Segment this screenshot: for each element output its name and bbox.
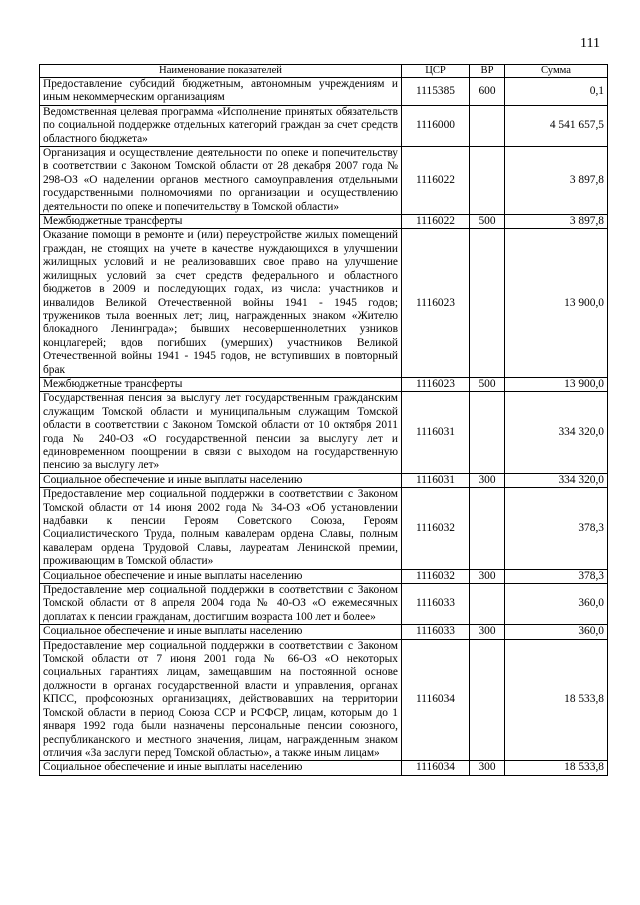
row-vr: [470, 392, 505, 473]
table-row: [40, 569, 608, 583]
row-sum: 360,0: [505, 625, 608, 639]
row-vr: [470, 639, 505, 761]
row-sum: 3 897,8: [505, 147, 608, 215]
row-code: 1116031: [402, 392, 470, 473]
table-row: [40, 639, 608, 761]
row-name: Предоставление мер социальной поддержки в соответствии с Законом Томской области от 14 июня 2002 года № 34-ОЗ «Об установлении надбавки к пенсии Героям Советского Союза, Героям Социалистического Труда, полным кавалерам ордена Славы, полным кавалерам ордена Трудовой Славы, лауреатам Ленинской премии, проживающим в Томской области»: [40, 488, 402, 569]
row-code: 1116034: [402, 761, 470, 775]
row-vr: 600: [470, 78, 505, 106]
table-row: [40, 105, 608, 146]
row-code: 1115385: [402, 78, 470, 106]
row-sum: 3 897,8: [505, 215, 608, 229]
row-name: Предоставление мер социальной поддержки в соответствии с Законом Томской области от 8 апреля 2004 года № 40-ОЗ «О ежемесячных доплатах к пенсии гражданам, достигшим возраста 100 лет и более»: [40, 584, 402, 625]
row-vr: 300: [470, 761, 505, 775]
row-code: 1116034: [402, 639, 470, 761]
row-vr: [470, 105, 505, 146]
row-sum: 13 900,0: [505, 377, 608, 391]
table-row: [40, 78, 608, 106]
row-name: Межбюджетные трансферты: [40, 215, 402, 229]
table-row: [40, 377, 608, 391]
row-code: 1116023: [402, 229, 470, 377]
row-vr: 300: [470, 569, 505, 583]
row-name: Организация и осуществление деятельности по опеке и попечительству в соответствии с Законом Томской области от 28 декабря 2007 года № 298-ОЗ «О наделении органов местного самоуправления отдельными государственными полномочиями по организации и осуществлению деятельности по опеке и попечительству в Томской области»: [40, 147, 402, 215]
row-sum: 378,3: [505, 569, 608, 583]
table-row: [40, 584, 608, 625]
row-code: 1116032: [402, 488, 470, 569]
table-row: [40, 488, 608, 569]
header-name: Наименование показателей: [40, 65, 402, 78]
row-vr: [470, 488, 505, 569]
row-name: Предоставление мер социальной поддержки в соответствии с Законом Томской области от 7 июня 2001 года № 66-ОЗ «О некоторых социальных гарантиях лицам, замещавшим на постоянной основе должности в органах государственной власти и управления, органах КПСС, профсоюзных организациях, действовавших на территории Томской области в период Союза ССР и РСФСР, лицам, которым до 1 января 1992 года были назначены персональные пенсии союзного, республиканского и местного значения, лицам, награжденным знаком отличия «За заслуги перед Томской областью», а также иным лицам»: [40, 639, 402, 761]
row-vr: 500: [470, 377, 505, 391]
header-code: ЦСР: [402, 65, 470, 78]
row-sum: 18 533,8: [505, 639, 608, 761]
row-code: 1116033: [402, 584, 470, 625]
row-sum: 334 320,0: [505, 473, 608, 487]
header-vr: ВР: [470, 65, 505, 78]
row-name: Государственная пенсия за выслугу лет государственным гражданским служащим Томской области и муниципальным служащим Томской области в соответствии с Законом Томской области от 10 октября 2011 года № 240-ОЗ «О государственной пенсии за выслугу лет и единовременном поощрении в связи с выходом на государственную пенсию за выслугу лет»: [40, 392, 402, 473]
table-row: [40, 761, 608, 775]
row-name: Межбюджетные трансферты: [40, 377, 402, 391]
row-name: Социальное обеспечение и иные выплаты населению: [40, 625, 402, 639]
table-row: [40, 229, 608, 377]
row-sum: 13 900,0: [505, 229, 608, 377]
row-sum: 334 320,0: [505, 392, 608, 473]
row-sum: 0,1: [505, 78, 608, 106]
budget-table: [39, 64, 608, 776]
row-name: Социальное обеспечение и иные выплаты населению: [40, 761, 402, 775]
table-row: [40, 392, 608, 473]
row-name: Ведомственная целевая программа «Исполнение принятых обязательств по социальной поддержке отдельных категорий граждан за счет средств областного бюджета»: [40, 105, 402, 146]
row-code: 1116032: [402, 569, 470, 583]
row-sum: 4 541 657,5: [505, 105, 608, 146]
row-code: 1116000: [402, 105, 470, 146]
row-sum: 18 533,8: [505, 761, 608, 775]
row-vr: [470, 229, 505, 377]
row-code: 1116033: [402, 625, 470, 639]
row-name: Социальное обеспечение и иные выплаты населению: [40, 569, 402, 583]
header-sum: Сумма: [505, 65, 608, 78]
row-vr: 500: [470, 215, 505, 229]
row-vr: 300: [470, 473, 505, 487]
table-row: [40, 473, 608, 487]
row-code: 1116022: [402, 147, 470, 215]
table-row: [40, 147, 608, 215]
row-code: 1116023: [402, 377, 470, 391]
row-code: 1116022: [402, 215, 470, 229]
row-name: Оказание помощи в ремонте и (или) переустройстве жилых помещений граждан, не стоящих на учете в качестве нуждающихся в улучшении жилищных условий и не реализовавших свое право на улучшение жилищных условий за счет средств федерального и областного бюджетов в 2009 и последующих годах, из числа: участников и инвалидов Великой Отечественной войны 1941 - 1945 годов; тружеников тыла военных лет; лиц, награжденных знаком «Жителю блокадного Ленинграда»; бывших несовершеннолетних узников концлагерей; вдов погибших (умерших) участников Великой Отечественной войны 1941 - 1945 годов, не вступивших в повторный брак: [40, 229, 402, 377]
page-number: 111: [580, 36, 600, 51]
table-row: [40, 625, 608, 639]
row-vr: [470, 147, 505, 215]
row-sum: 360,0: [505, 584, 608, 625]
row-code: 1116031: [402, 473, 470, 487]
table-row: [40, 215, 608, 229]
row-sum: 378,3: [505, 488, 608, 569]
table-header-row: [40, 65, 608, 78]
row-vr: 300: [470, 625, 505, 639]
row-name: Социальное обеспечение и иные выплаты населению: [40, 473, 402, 487]
row-vr: [470, 584, 505, 625]
row-name: Предоставление субсидий бюджетным, автономным учреждениям и иным некоммерческим организациям: [40, 78, 402, 106]
table-body: [40, 78, 608, 776]
